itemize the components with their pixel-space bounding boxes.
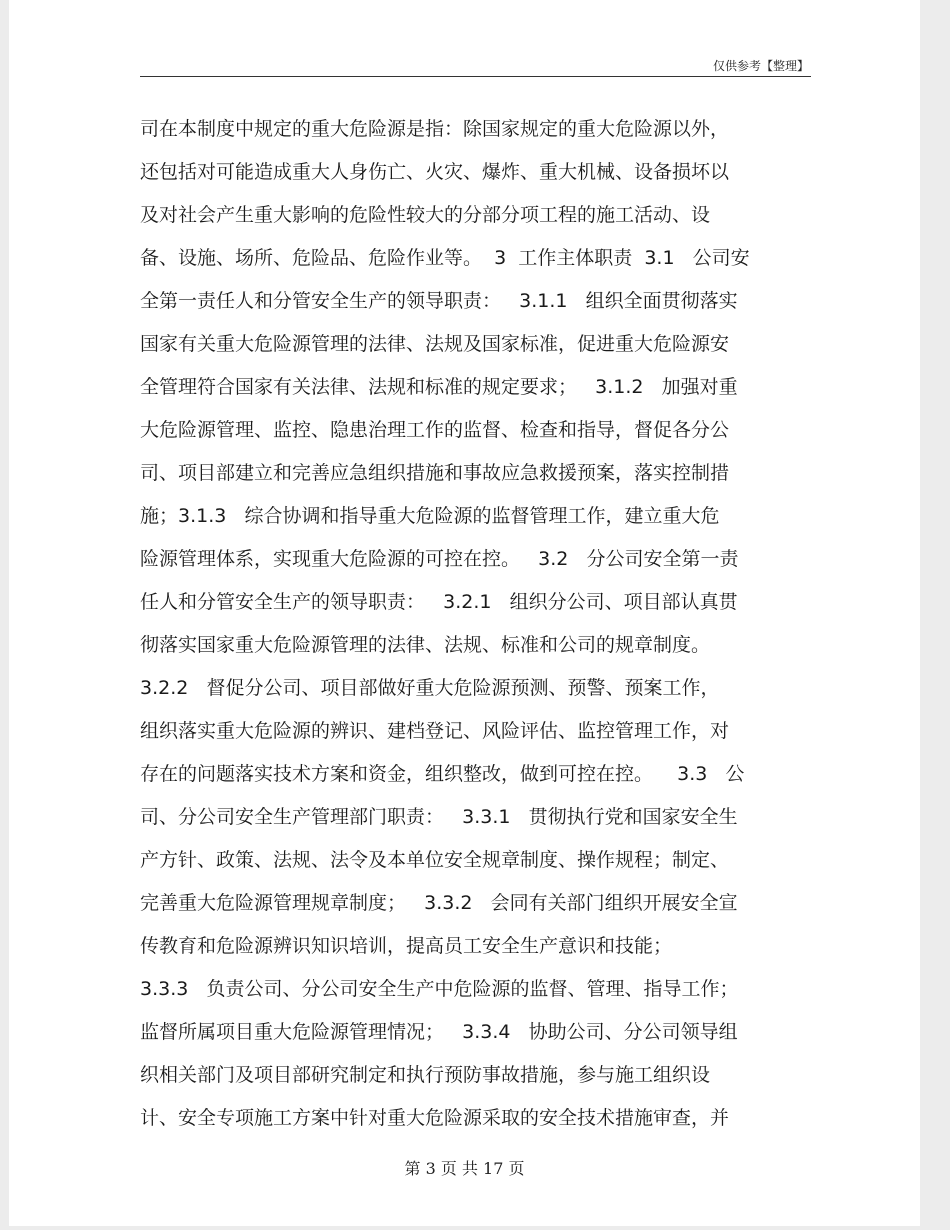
text-line: 传教育和危险源辨识知识培训，提高员工安全生产意识和技能； <box>140 935 673 957</box>
text-line: 全管理符合国家有关法律、法规和标准的规定要求； 3.1.2 加强对重 <box>140 376 738 398</box>
text-line: 大危险源管理、监控、隐患治理工作的监督、检查和指导，督促各分公 <box>140 419 730 441</box>
text-line: 3.3.3 负责公司、分公司安全生产中危险源的监督、管理、指导工作； <box>140 978 739 1000</box>
text-line: 计、安全专项施工方案中针对重大危险源采取的安全技术措施审查，并 <box>140 1107 730 1129</box>
header-label: 仅供参考【整理】 <box>712 59 809 73</box>
text-line: 施；3.1.3 综合协调和指导重大危险源的监督管理工作，建立重大危 <box>140 505 720 527</box>
text-line: 3.2.2 督促分公司、项目部做好重大危险源预测、预警、预案工作， <box>140 677 720 699</box>
body-text <box>140 108 830 1140</box>
text-line: 司、分公司安全生产管理部门职责： 3.3.1 贯彻执行党和国家安全生 <box>140 806 738 828</box>
document-page <box>9 0 920 1226</box>
text-line: 完善重大危险源管理规章制度； 3.3.2 会同有关部门组织开展安全宣 <box>140 892 738 914</box>
text-line: 司在本制度中规定的重大危险源是指：除国家规定的重大危险源以外， <box>140 118 730 140</box>
text-line: 备、设施、场所、危险品、危险作业等。 3 工作主体职责 3.1 公司安 <box>140 247 750 269</box>
text-line: 全第一责任人和分管安全生产的领导职责： 3.1.1 组织全面贯彻落实 <box>140 290 738 312</box>
text-line: 及对社会产生重大影响的危险性较大的分部分项工程的施工活动、设 <box>140 204 711 226</box>
text-line: 监督所属项目重大危险源管理情况； 3.3.4 协助公司、分公司领导组 <box>140 1021 738 1043</box>
text-line: 司、项目部建立和完善应急组织措施和事故应急救援预案，落实控制措 <box>140 462 730 484</box>
text-line: 产方针、政策、法规、法令及本单位安全规章制度、操作规程；制定、 <box>140 849 730 871</box>
text-line: 组织落实重大危险源的辨识、建档登记、风险评估、监控管理工作，对 <box>140 720 730 742</box>
page-number-footer: 第 3 页 共 17 页 <box>404 1159 525 1178</box>
header-divider <box>140 76 811 77</box>
text-line: 存在的问题落实技术方案和资金，组织整改，做到可控在控。 3.3 公 <box>140 763 745 785</box>
text-line: 还包括对可能造成重大人身伤亡、火灾、爆炸、重大机械、设备损坏以 <box>140 161 730 183</box>
text-line: 国家有关重大危险源管理的法律、法规及国家标准，促进重大危险源安 <box>140 333 730 355</box>
text-line: 险源管理体系，实现重大危险源的可控在控。 3.2 分公司安全第一责 <box>140 548 739 570</box>
text-line: 任人和分管安全生产的领导职责： 3.2.1 组织分公司、项目部认真贯 <box>140 591 738 613</box>
text-line: 织相关部门及项目部研究制定和执行预防事故措施，参与施工组织设 <box>140 1064 711 1086</box>
text-line: 彻落实国家重大危险源管理的法律、法规、标准和公司的规章制度。 <box>140 634 711 656</box>
